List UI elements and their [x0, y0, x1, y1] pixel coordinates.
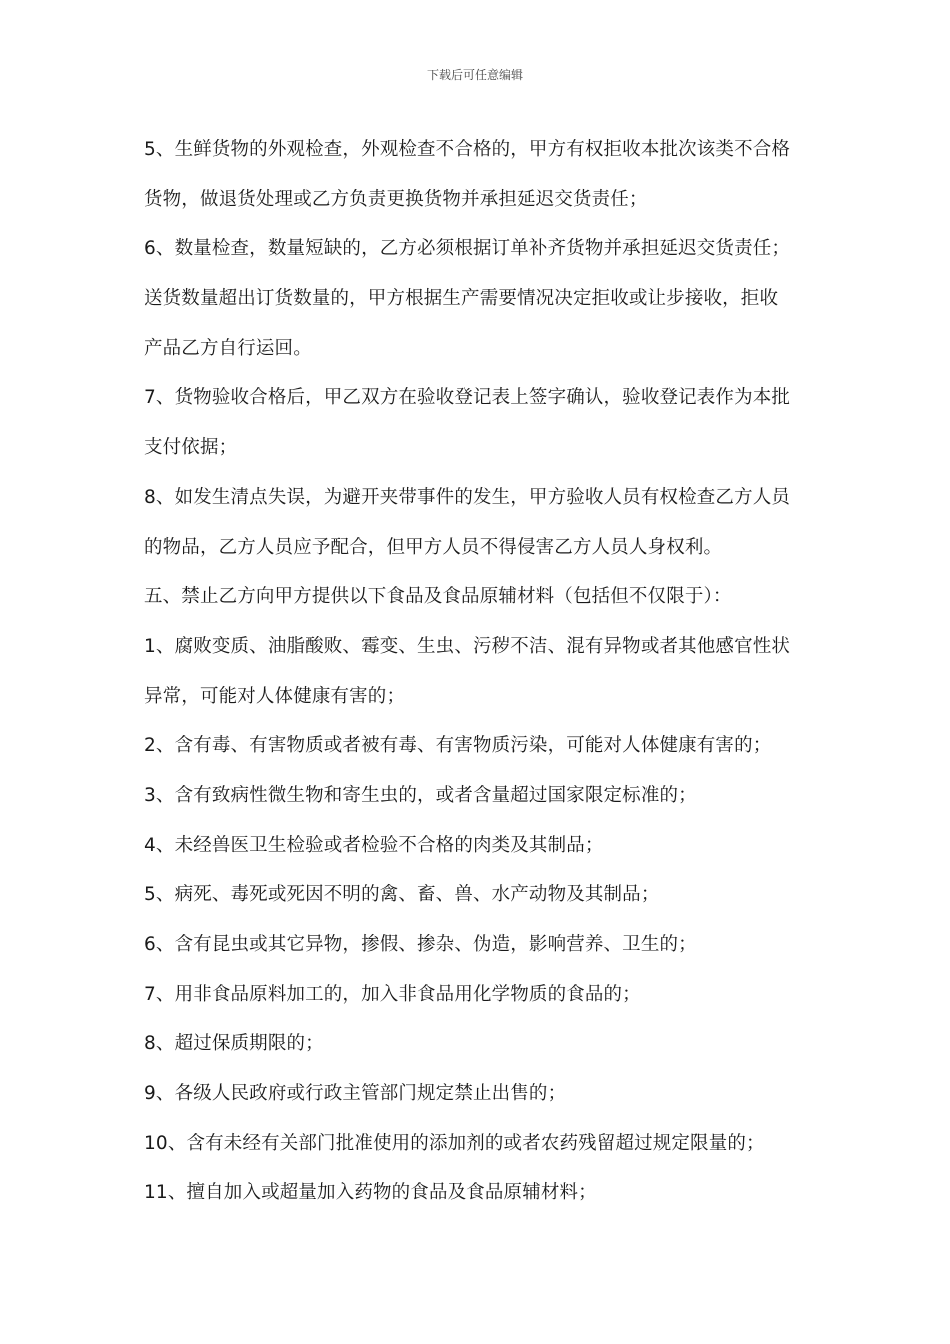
text-line: 异常，可能对人体健康有害的；: [144, 685, 406, 707]
text-line: 送货数量超出订货数量的，甲方根据生产需要情况决定拒收或让步接收，拒收: [144, 288, 779, 310]
text-line: 4、未经兽医卫生检验或者检验不合格的肉类及其制品；: [144, 834, 604, 856]
text-line: 2、含有毒、有害物质或者被有毒、有害物质污染，可能对人体健康有害的；: [144, 735, 772, 757]
document-body: [144, 125, 814, 1218]
text-line: 的物品，乙方人员应予配合，但甲方人员不得侵害乙方人员人身权利。: [144, 536, 723, 558]
text-line: 6、数量检查，数量短缺的，乙方必须根据订单补齐货物并承担延迟交货责任；: [144, 238, 791, 260]
text-line: 11、擅自加入或超量加入药物的食品及食品原辅材料；: [144, 1182, 597, 1204]
text-line: 产品乙方自行运回。: [144, 337, 312, 359]
text-line: 6、含有昆虫或其它异物，掺假、掺杂、伪造，影响营养、卫生的；: [144, 934, 697, 955]
text-line: 7、用非食品原料加工的，加入非食品用化学物质的食品的；: [144, 983, 641, 1005]
text-line: 支付依据；: [144, 437, 238, 459]
page-header: 下载后可任意编辑: [426, 68, 523, 82]
text-line: 8、如发生清点失误，为避开夹带事件的发生，甲方验收人员有权检查乙方人员: [144, 486, 791, 508]
text-line: 5、病死、毒死或死因不明的禽、畜、兽、水产动物及其制品；: [144, 884, 660, 906]
section-heading: 五、禁止乙方向甲方提供以下食品及食品原辅材料（包括但不仅限于）：: [144, 586, 732, 608]
text-line: 8、超过保质期限的；: [144, 1033, 324, 1055]
text-line: 7、货物验收合格后，甲乙双方在验收登记表上签字确认，验收登记表作为本批: [144, 387, 791, 409]
text-line: 3、含有致病性微生物和寄生虫的，或者含量超过国家限定标准的；: [144, 784, 697, 806]
text-line: 10、含有未经有关部门批准使用的添加剂的或者农药残留超过规定限量的；: [144, 1132, 765, 1154]
text-line: 货物，做退货处理或乙方负责更换货物并承担延迟交货责任；: [144, 188, 648, 210]
text-line: 9、各级人民政府或行政主管部门规定禁止出售的；: [144, 1083, 567, 1105]
text-line: 1、腐败变质、油脂酸败、霉变、生虫、污秽不洁、混有异物或者其他感官性状: [144, 635, 791, 657]
text-line: 5、生鲜货物的外观检查，外观检查不合格的，甲方有权拒收本批次该类不合格: [144, 139, 791, 160]
